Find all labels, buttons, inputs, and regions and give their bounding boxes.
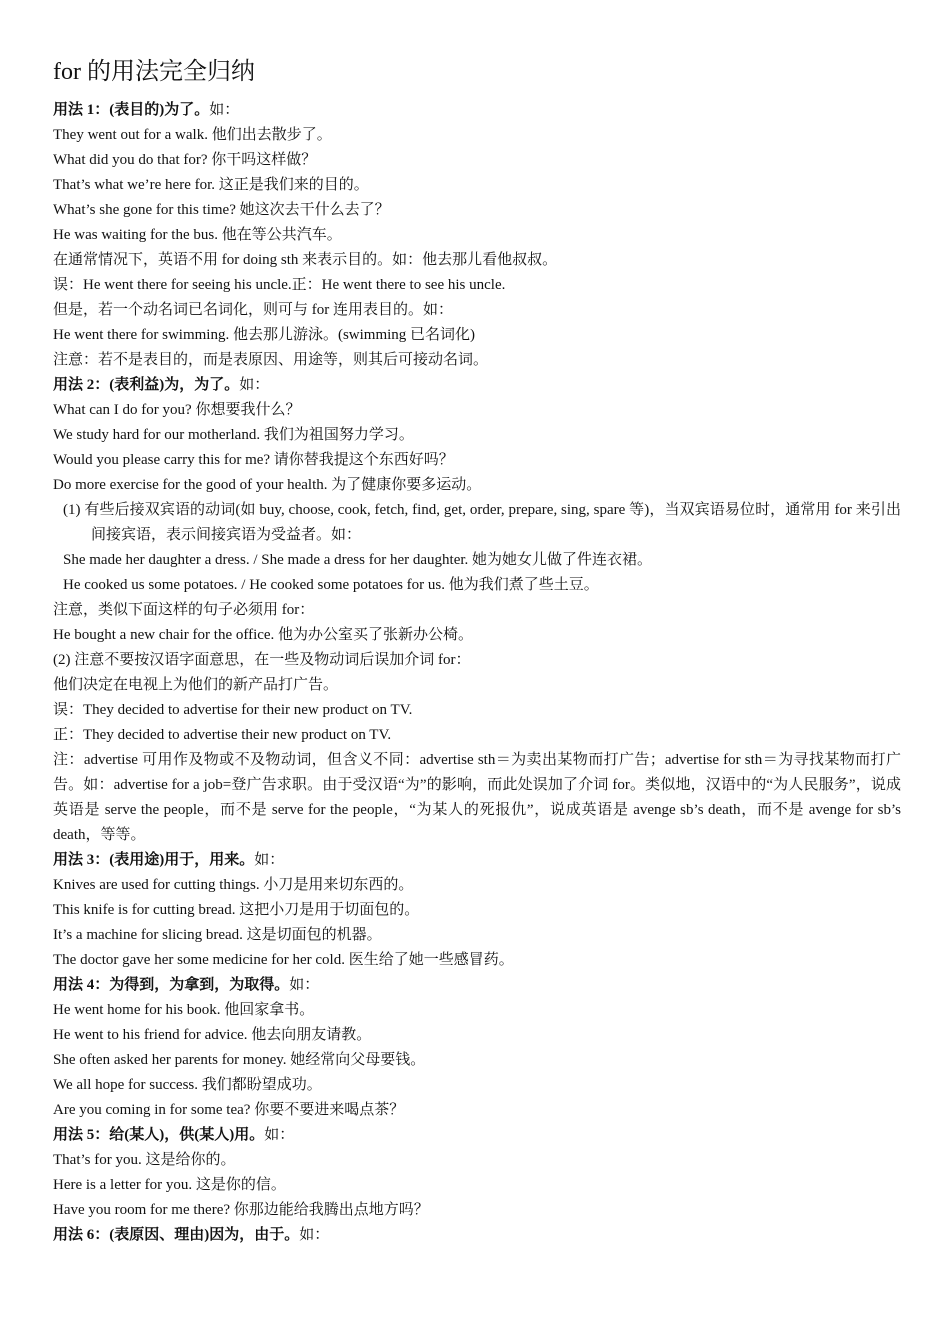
usage-1-line: 注意：若不是表目的，而是表原因、用途等，则其后可接动名词。 — [53, 352, 489, 368]
usage-2-line: Do more exercise for the good of your health. 为了健康你要多运动。 — [53, 477, 482, 493]
usage-1-line: That’s what we’re here for. 这正是我们来的目的。 — [53, 177, 369, 193]
usage-1-heading — [53, 98, 901, 123]
usage-3-line: It’s a machine for slicing bread. 这是切面包的机器。 — [53, 927, 382, 943]
usage-1-line: They went out for a walk. 他们出去散步了。 — [53, 127, 332, 143]
usage-2-line: 注意，类似下面这样的句子必须用 for： — [53, 602, 315, 618]
usage-2-line: What can I do for you? 你想要我什么？ — [53, 402, 301, 418]
usage-4-line: We all hope for success. 我们都盼望成功。 — [53, 1077, 322, 1093]
usage-6-heading-tail: 如： — [299, 1227, 330, 1243]
usage-6-heading — [53, 1223, 901, 1248]
usage-4-heading — [53, 973, 901, 998]
usage-2-line: Would you please carry this for me? 请你替我提这个东西好吗？ — [53, 452, 454, 468]
usage-2-note-1: (1) 有些后接双宾语的动词(如 buy, choose, cook, fetch, find, get, order, prepare, sing, spare 等)，当双宾语易位时，通常用 for 来引出间接宾语，表示间接宾语为受益者。如： — [63, 502, 901, 543]
document-page — [53, 56, 901, 1248]
usage-1-line: He was waiting for the bus. 他在等公共汽车。 — [53, 227, 342, 243]
usage-3-heading-text: 用法 3：(表用途)用于，用来。 — [53, 852, 255, 868]
usage-2-line: 误：They decided to advertise for their new product on TV. — [53, 702, 413, 718]
usage-5-line: Have you room for me there? 你那边能给我腾出点地方吗？ — [53, 1202, 429, 1218]
usage-4-line: Are you coming in for some tea? 你要不要进来喝点茶？ — [53, 1102, 405, 1118]
usage-1-line: 但是，若一个动名词已名词化，则可与 for 连用表目的。如： — [53, 302, 453, 318]
usage-4-line: He went home for his book. 他回家拿书。 — [53, 1002, 315, 1018]
usage-2-note-1-example: She made her daughter a dress. / She made a dress for her daughter. 她为她女儿做了件连衣裙。 — [63, 552, 653, 568]
usage-2-heading — [53, 373, 901, 398]
usage-3-heading — [53, 848, 901, 873]
usage-2-line: We study hard for our motherland. 我们为祖国努力学习。 — [53, 427, 414, 443]
usage-2-line: 正：They decided to advertise their new product on TV. — [53, 727, 392, 743]
usage-1-line: 在通常情况下，英语不用 for doing sth 来表示目的。如：他去那儿看他叔叔。 — [53, 252, 558, 268]
usage-5-line: That’s for you. 这是给你的。 — [53, 1152, 236, 1168]
usage-2-heading-tail: 如： — [239, 377, 270, 393]
usage-1-heading-tail: 如： — [209, 102, 240, 118]
usage-2-line: (2) 注意不要按汉语字面意思，在一些及物动词后误加介词 for： — [53, 652, 471, 668]
usage-4-line: He went to his friend for advice. 他去向朋友请教。 — [53, 1027, 372, 1043]
usage-5-heading — [53, 1123, 901, 1148]
usage-1-line: He went there for swimming. 他去那儿游泳。(swimming 已名词化) — [53, 327, 476, 343]
usage-4-heading-tail: 如： — [289, 977, 320, 993]
usage-5-line: Here is a letter for you. 这是你的信。 — [53, 1177, 286, 1193]
usage-1-heading-text: 用法 1：(表目的)为了。 — [53, 102, 210, 118]
usage-2-heading-text: 用法 2：(表利益)为，为了。 — [53, 377, 240, 393]
usage-1-line: 误：He went there for seeing his uncle.正：He went there to see his uncle. — [53, 277, 506, 293]
usage-3-line: This knife is for cutting bread. 这把小刀是用于切面包的。 — [53, 902, 420, 918]
usage-2-note-2: 注：advertise 可用作及物或不及物动词，但含义不同：advertise sth＝为卖出某物而打广告；advertise for sth＝为寻找某物而打广告。如：advertise for a job=登广告求职。由于受汉语“为”的影响，而此处误加了介词 for。类似地，汉语中的“为人民服务”，说成英语是 serve the people，而不是 serve for the people，“为某人的死报仇”，说成英语是 avenge sb’s death，而不是 avenge for sb’s death，等等。 — [53, 752, 901, 843]
usage-3-line: The doctor gave her some medicine for her cold. 医生给了她一些感冒药。 — [53, 952, 514, 968]
usage-2-note-1-example: He cooked us some potatoes. / He cooked some potatoes for us. 他为我们煮了些土豆。 — [63, 577, 599, 593]
usage-4-heading-text: 用法 4：为得到，为拿到，为取得。 — [53, 977, 290, 993]
usage-5-heading-text: 用法 5：给(某人)，供(某人)用。 — [53, 1127, 265, 1143]
usage-3-heading-tail: 如： — [254, 852, 285, 868]
usage-4-line: She often asked her parents for money. 她经常向父母要钱。 — [53, 1052, 426, 1068]
usage-3-line: Knives are used for cutting things. 小刀是用来切东西的。 — [53, 877, 414, 893]
usage-2-line: He bought a new chair for the office. 他为办公室买了张新办公椅。 — [53, 627, 474, 643]
document-title: for 的用法完全归纳 — [53, 59, 255, 85]
usage-1-line: What’s she gone for this time? 她这次去干什么去了？ — [53, 202, 390, 218]
usage-6-heading-text: 用法 6：(表原因、理由)因为，由于。 — [53, 1227, 300, 1243]
usage-5-heading-tail: 如： — [264, 1127, 295, 1143]
usage-2-line: 他们决定在电视上为他们的新产品打广告。 — [53, 677, 339, 693]
usage-1-line: What did you do that for? 你干吗这样做？ — [53, 152, 317, 168]
